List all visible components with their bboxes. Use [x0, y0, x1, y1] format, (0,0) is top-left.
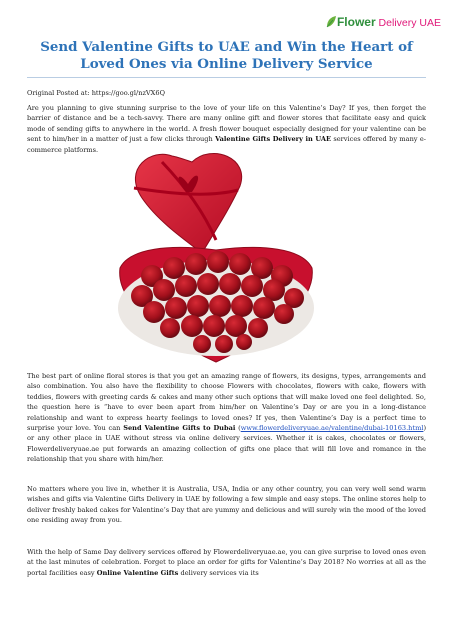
- page-title: Send Valentine Gifts to UAE and Win the Heart of Loved Ones via Online Delivery Service: [40, 39, 413, 72]
- brand-logo[interactable]: [325, 9, 441, 35]
- title-divider: [27, 77, 426, 78]
- valentine-dubai-link[interactable]: www.flowerdeliveryuae.ae/valentine/dubai-10163.html: [240, 424, 424, 433]
- original-posted: Original Posted at: https://goo.gl/nzVX6Q: [27, 89, 165, 97]
- paragraph-no-matter-where: No matters where you live in, whether it is Australia, USA, India or any other country, you can very well send warm wishes and gifts via Valentine Gifts Delivery in UAE by following a few simple and easy steps. The online stores help to deliver freshly baked cakes for Valentine’s Day that are yummy and delicious and will surely win the mood of the loved one residing away from you.: [27, 485, 426, 525]
- leaf-icon: [325, 15, 337, 29]
- brand-name: Flower Delivery UAE: [336, 15, 441, 29]
- bold-keyword-online: Online Valentine Gifts: [96, 568, 179, 577]
- original-posted-link[interactable]: https://goo.gl/nzVX6Q: [91, 89, 165, 97]
- bold-keyword: Valentine Gifts Delivery in UAE: [215, 135, 332, 144]
- paragraph-intro: Are you planning to give stunning surprise to the love of your life on this Valentine’s Day? If yes, then forget the barrier of distance and be a tech-savvy. There are many online gift and flower stores that facilitate easy and quick mode of sending gifts to anywhere in the world. A fresh flower bouquet especially designed for your valentine can be sent to him/her in a matter of just a few clicks through Valentine Gifts Delivery in UAE services offered by many e-commerce platforms.: [27, 104, 426, 154]
- paragraph-same-day: With the help of Same Day delivery services offered by Flowerdeliveryuae.ae, you can give surprise to loved ones even at the last minutes of celebration. Forget to place an order for gifts for Valentine’s Day 2018? No worries at all as the portal facilities easy Online Valentine Gifts delivery services via its: [27, 548, 426, 577]
- bold-keyword-dubai: Send Valentine Gifts to Dubai: [123, 424, 236, 433]
- paragraph-online-stores: The best part of online floral stores is that you get an amazing range of flowers, its designs, types, arrangements and also combination. You also have the flexibility to choose Flowers with chocolates, flowers with cake, flowers with teddies, flowers with greeting cards & cakes and many other such options that will make loved one feel delighted. So, the question here is “have to ever been apart from him/her on Valentine’s Day or are you in a long-distance relationship and want to express hearty feelings to loved ones? If yes, then Valentine’s Day is a perfect time to surprise your love. You can Send Valentine Gifts to Dubai (www.flowerdeliveryuae.ae/valentine/dubai-10163.html) or any other place in UAE without stress via online delivery services. Whether it is cakes, chocolates or flowers, Flowerdeliveryuae.ae put forwards an amazing collection of gifts one place that will fill love and romance in the relationship that you share with him/her.: [27, 372, 427, 464]
- heart-box-roses-image: [112, 148, 320, 368]
